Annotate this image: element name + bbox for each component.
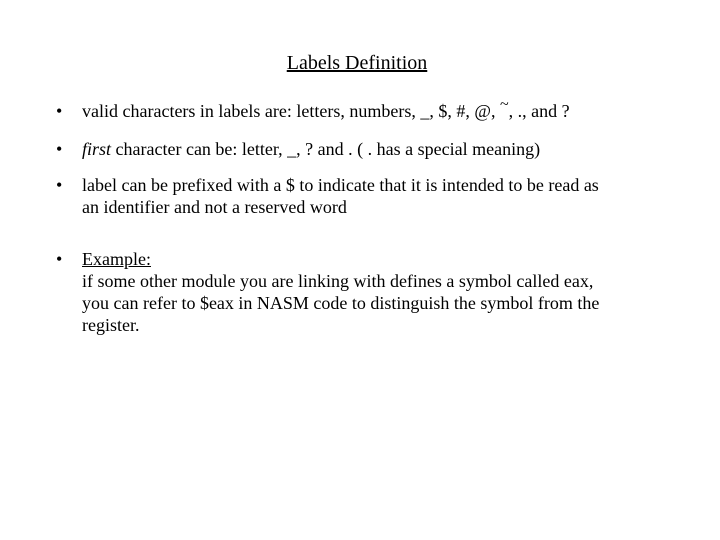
example-heading: Example: (82, 249, 151, 269)
example-line-3: register. (82, 315, 140, 335)
bullet-emphasis: first (82, 139, 112, 159)
bullet-line-1: label can be prefixed with a $ to indicate that it is intended to be read as (82, 175, 599, 195)
bullet-list (56, 96, 686, 336)
slide-title: Labels Definition (286, 52, 428, 74)
bullet-text-prefix: valid characters in labels are: letters, numbers, _, $, #, @, (82, 101, 500, 121)
bullet-example (56, 248, 686, 336)
bullet-icon: • (56, 249, 63, 269)
bullet-valid-characters (56, 96, 686, 124)
bullet-first-character (56, 138, 686, 160)
bullet-dollar-prefix (56, 174, 686, 218)
bullet-text-suffix: , ., and ? (508, 101, 570, 121)
example-line-1: if some other module you are linking with defines a symbol called eax, (82, 271, 594, 291)
bullet-text: character can be: letter, _, ? and . ( . has a special meaning) (111, 139, 541, 159)
bullet-icon: • (56, 139, 63, 159)
bullet-icon: • (56, 101, 63, 121)
tilde-char: ~ (499, 96, 509, 113)
bullet-line-2: an identifier and not a reserved word (82, 197, 347, 217)
example-line-2: you can refer to $eax in NASM code to distinguish the symbol from the (82, 293, 600, 313)
bullet-icon: • (56, 175, 63, 195)
